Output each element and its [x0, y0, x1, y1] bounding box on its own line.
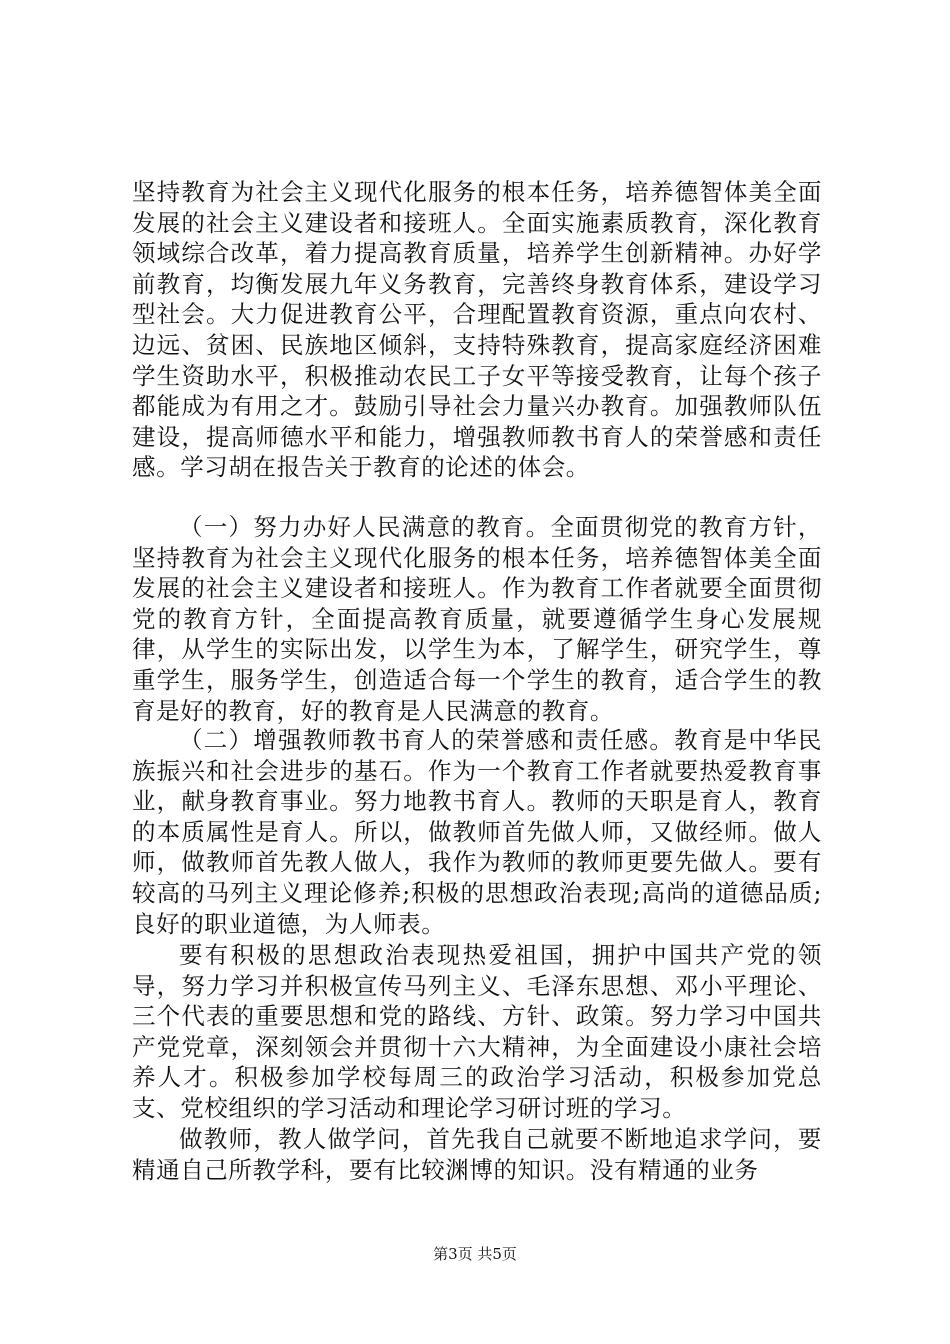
paragraph-political-performance: 要有积极的思想政治表现热爱祖国，拥护中国共产党的领导，努力学习并积极宣传马列主义、毛泽东思想、邓小平理论、三个代表的重要思想和党的路线、方针、政策。努力学习中国共产党党章，深刻领会并贯彻十六大精神，为全面建设小康社会培养人才。积极参加学校每周三的政治学习活动，积极参加党总支、党校组织的学习活动和理论学习研讨班的学习。	[132, 941, 822, 1122]
page-footer: 第3页 共5页	[433, 1245, 517, 1263]
paragraph-section-two: （二）增强教师教书育人的荣誉感和责任感。教育是中华民族振兴和社会进步的基石。作为一个教育工作者就要热爱教育事业，献身教育事业。努力地教书育人。教师的天职是育人，教育的本质属性是育人。所以，做教师首先做人师，又做经师。做人师，做教师首先教人做人，我作为教师的教师更要先做人。要有较高的马列主义理论修养;积极的思想政治表现;高尚的道德品质;良好的职业道德，为人师表。	[132, 726, 822, 938]
paragraph-education-mission: 坚持教育为社会主义现代化服务的根本任务，培养德智体美全面发展的社会主义建设者和接班人。全面实施素质教育，深化教育领域综合改革，着力提高教育质量，培养学生创新精神。办好学前教育，均衡发展九年义务教育，完善终身教育体系，建设学习型社会。大力促进教育公平，合理配置教育资源，重点向农村、边远、贫困、民族地区倾斜，支持特殊教育，提高家庭经济困难学生资助水平，积极推动农民工子女平等接受教育，让每个孩子都能成为有用之才。鼓励引导社会力量兴办教育。加强教师队伍建设，提高师德水平和能力，增强教师教书育人的荣誉感和责任感。学习胡在报告关于教育的论述的体会。	[132, 178, 822, 482]
paragraph-section-one: （一）努力办好人民满意的教育。全面贯彻党的教育方针，坚持教育为社会主义现代化服务的根本任务，培养德智体美全面发展的社会主义建设者和接班人。作为教育工作者就要全面贯彻党的教育方针，全面提高教育质量，就要遵循学生身心发展规律，从学生的实际出发，以学生为本，了解学生，研究学生，尊重学生，服务学生，创造适合每一个学生的教育，适合学生的教育是好的教育，好的教育是人民满意的教育。	[132, 513, 822, 725]
paragraph-teaching-knowledge: 做教师，教人做学问，首先我自己就要不断地追求学问，要精通自己所教学科，要有比较渊博的知识。没有精通的业务	[132, 1125, 822, 1184]
